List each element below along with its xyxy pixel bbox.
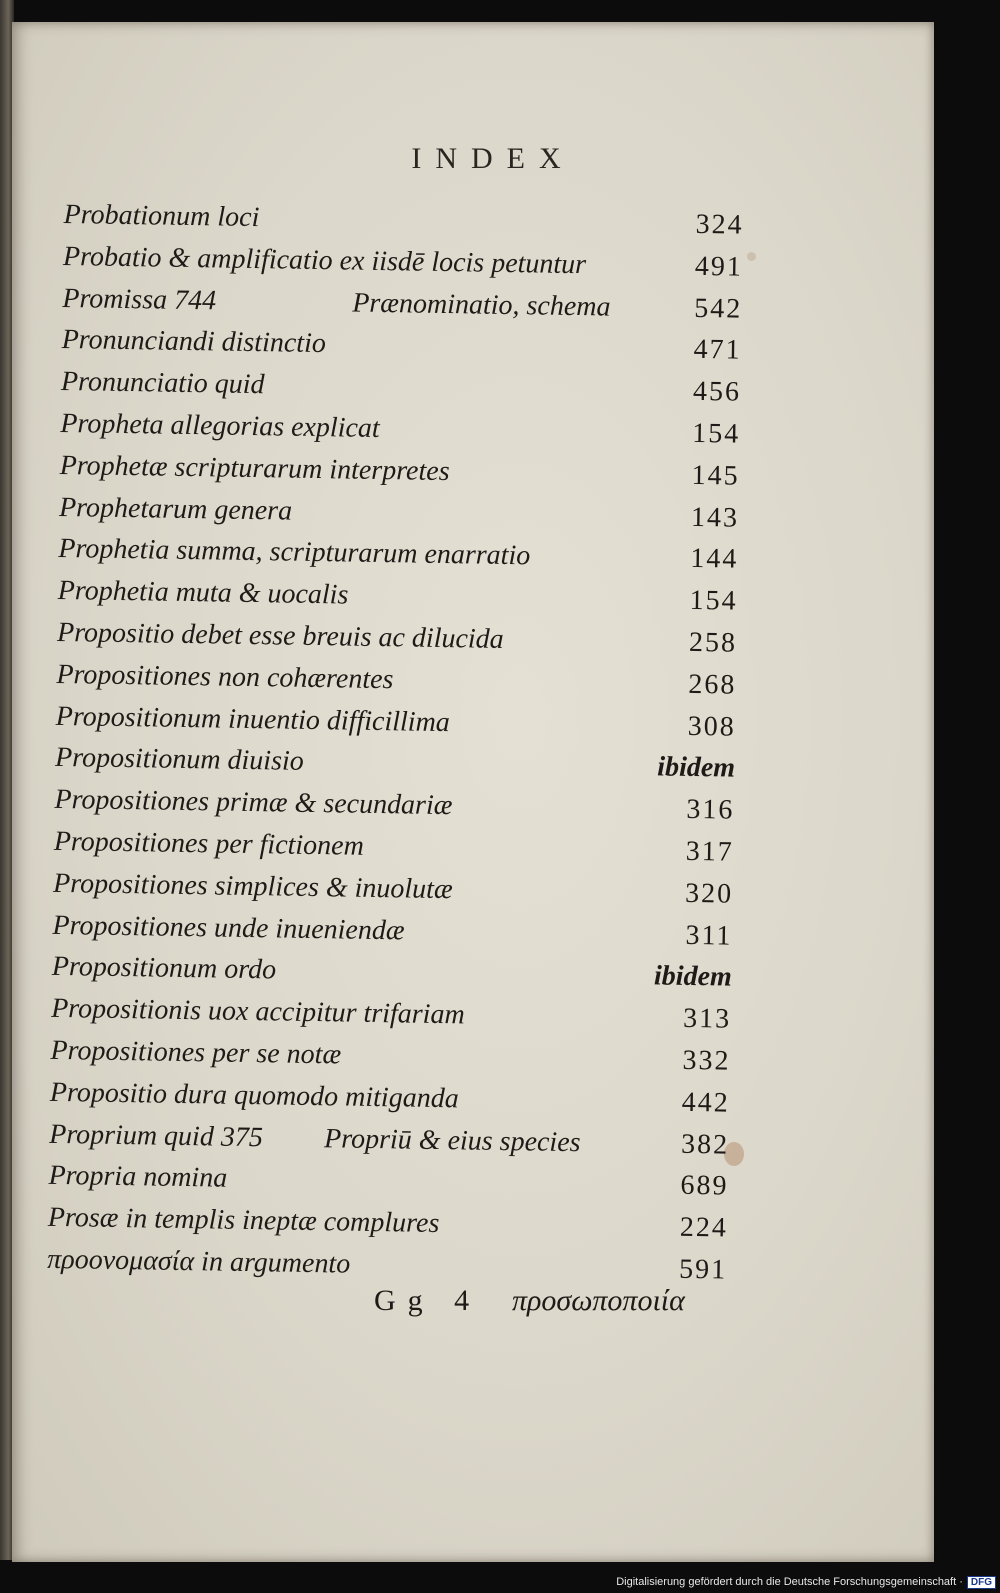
signature-mark: Gg 4 [374, 1284, 482, 1317]
entry-term: Propositionum ordo [51, 951, 277, 986]
entry-term: Pronunciandi distinctio [61, 324, 327, 360]
entry-term: Propositiones simplices & inuolutæ [52, 867, 453, 905]
entry-term: Probatio & amplificatio ex iisdē locis petuntur [62, 240, 587, 281]
entry-term: Promissa 744 [62, 282, 217, 316]
entry-page: 308 [687, 710, 736, 743]
entry-term: Propositio dura quomodo mitiganda [49, 1076, 459, 1115]
entry-page: 456 [692, 376, 742, 408]
entry-page: 542 [694, 292, 743, 325]
book-page [12, 22, 934, 1562]
entry-term: Prophetarum genera [58, 491, 293, 527]
entry-term: Propositiones unde inueniendæ [52, 909, 405, 946]
entry-term: Propositiones primæ & secundariæ [54, 784, 453, 822]
entry-term: Prophetæ scripturarum interpretes [59, 449, 450, 487]
entry-page: 382 [680, 1128, 730, 1161]
entry-page: 442 [681, 1086, 731, 1119]
digitization-credit [616, 1576, 996, 1589]
entry-term: Prophetia summa, scripturarum enarratio [58, 533, 531, 572]
entry-term: Pronunciatio quid [60, 366, 265, 401]
dfg-logo: DFG [967, 1576, 996, 1589]
catchword: προσωποποιία [512, 1284, 685, 1317]
entry-page: 591 [678, 1253, 728, 1286]
entry-page: 268 [688, 668, 737, 701]
entry-term: Probationum loci [63, 198, 260, 234]
paper-stain [747, 252, 756, 261]
entry-page: ibidem [653, 960, 733, 993]
entry-term: Propositio debet esse breuis ac dilucida [56, 616, 504, 655]
entry-page: ibidem [657, 751, 736, 784]
entry-page: 491 [694, 250, 744, 283]
index-entries [47, 194, 744, 1291]
entry-term: Proprium quid 375 [48, 1118, 264, 1153]
entry-page: 154 [692, 417, 741, 450]
entry-page: 143 [690, 501, 740, 534]
entry-term: Propositionum diuisio [54, 742, 305, 778]
entry-page: 324 [695, 208, 744, 241]
entry-page: 313 [682, 1002, 732, 1035]
entry-page: 224 [679, 1211, 729, 1244]
entry-page: 471 [693, 334, 742, 367]
entry-page: 145 [691, 459, 740, 492]
page-header: INDEX [411, 142, 575, 175]
entry-term: Propositiones per se notæ [50, 1034, 342, 1071]
entry-page: 320 [684, 877, 734, 910]
entry-term: Propositiones non cohærentes [56, 658, 394, 695]
credit-text: Digitalisierung gefördert durch die Deutsche Forschungsgemeinschaft · [616, 1576, 963, 1588]
entry-page: 311 [685, 919, 733, 952]
entry-term-secondary: Propriū & eius species [323, 1122, 581, 1158]
entry-page: 332 [682, 1044, 731, 1077]
entry-page: 316 [686, 794, 735, 826]
entry-term: Propria nomina [48, 1160, 228, 1195]
entry-term: Prosæ in templis ineptæ complures [47, 1202, 440, 1240]
entry-term: Propheta allegorias explicat [60, 407, 380, 444]
entry-page: 317 [685, 835, 734, 868]
entry-page: 144 [690, 543, 739, 576]
entry-page: 154 [689, 585, 738, 617]
entry-term: Prophetia muta & uocalis [57, 575, 349, 611]
entry-term: Propositionis uox accipitur trifariam [50, 993, 465, 1031]
entry-term: Propositionum inuentio difficillima [55, 700, 451, 738]
entry-page: 689 [680, 1170, 729, 1202]
entry-page: 258 [688, 626, 738, 659]
entry-term: προονομασία in argumento [47, 1243, 351, 1280]
entry-term: Propositiones per fictionem [53, 825, 365, 862]
entry-term-secondary: Prænominatio, schema [352, 287, 611, 323]
